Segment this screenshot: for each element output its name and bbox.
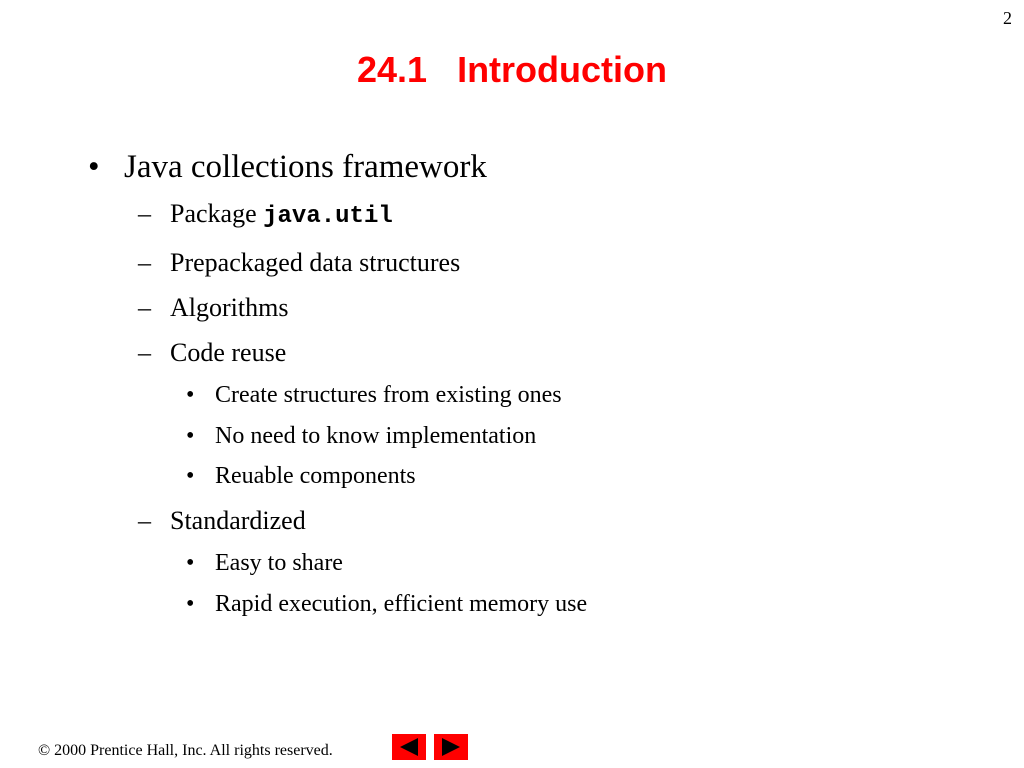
copyright-footer: © 2000 Prentice Hall, Inc. All rights reserved. bbox=[38, 742, 333, 759]
bullet-marker: • bbox=[186, 463, 195, 489]
subitem-text: Algorithms bbox=[170, 293, 289, 322]
slide-title bbox=[0, 48, 1024, 92]
bullet-marker: • bbox=[88, 149, 100, 185]
section-number: 24.1 bbox=[356, 49, 428, 90]
next-slide-button[interactable] bbox=[434, 734, 468, 760]
subitem-package-text bbox=[170, 199, 393, 232]
subitem-text: Code reuse bbox=[170, 338, 287, 367]
triangle-left-icon bbox=[392, 734, 426, 760]
package-label: Package bbox=[170, 199, 257, 228]
bullet-marker: • bbox=[186, 591, 195, 617]
package-code: java.util bbox=[263, 203, 393, 230]
previous-slide-button[interactable] bbox=[392, 734, 426, 760]
bullet-marker: • bbox=[186, 382, 195, 408]
subitem-text: Prepackaged data structures bbox=[170, 248, 461, 277]
subsubitem-text: No need to know implementation bbox=[215, 423, 537, 449]
dash-marker: – bbox=[138, 293, 151, 322]
bullet-marker: • bbox=[186, 423, 195, 449]
dash-marker: – bbox=[138, 338, 151, 367]
bullet-text: Java collections framework bbox=[124, 149, 487, 185]
bullet-marker: • bbox=[186, 550, 195, 576]
dash-marker: – bbox=[138, 506, 151, 535]
subsubitem-text: Rapid execution, efficient memory use bbox=[215, 591, 588, 617]
dash-marker: – bbox=[138, 248, 151, 277]
dash-marker: – bbox=[138, 199, 151, 228]
subsubitem-text: Create structures from existing ones bbox=[215, 382, 562, 408]
subitem-text: Standardized bbox=[170, 506, 306, 535]
subsubitem-text: Easy to share bbox=[215, 550, 343, 576]
triangle-right-icon bbox=[434, 734, 468, 760]
subsubitem-text: Reuable components bbox=[215, 463, 416, 489]
section-title: Introduction bbox=[457, 49, 668, 90]
page-number: 2 bbox=[1003, 8, 1012, 28]
